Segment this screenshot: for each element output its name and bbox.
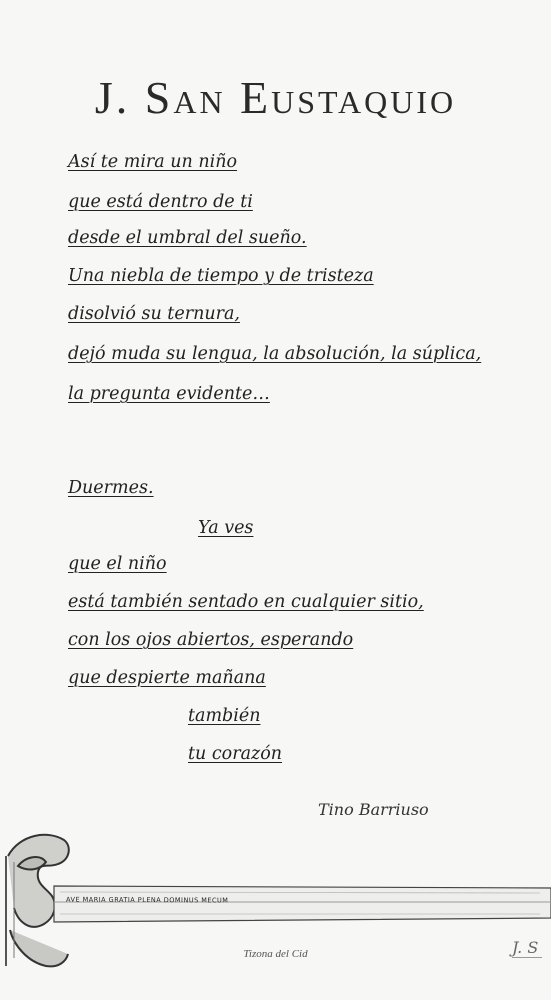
- poem-line: que despierte mañana: [68, 668, 266, 688]
- poem-line: dejó muda su lengua, la absolución, la súplica,: [68, 344, 482, 364]
- poem-line: la pregunta evidente…: [68, 384, 270, 404]
- poem-line: Duermes.: [68, 478, 154, 498]
- poem-line: que está dentro de ti: [68, 192, 253, 212]
- poem-line: Una niebla de tiempo y de tristeza: [68, 266, 374, 286]
- corner-initials: J. S: [512, 938, 542, 958]
- poem-line: Ya ves: [198, 518, 254, 538]
- poem-line: tu corazón: [188, 744, 283, 764]
- signature: Tino Barriuso: [318, 800, 429, 819]
- poem-line: está también sentado en cualquier sitio,: [68, 592, 424, 612]
- poem-line: disolvió su ternura,: [68, 304, 240, 324]
- sword-blade: [54, 886, 551, 922]
- poem-line: que el niño: [68, 554, 167, 574]
- poem-line: también: [188, 706, 261, 726]
- sword-drawing: [0, 826, 551, 986]
- poem-line: con los ojos abiertos, esperando: [68, 630, 354, 650]
- blade-inscription: AVE MARIA GRATIA PLENA DOMINUS MECUM: [66, 895, 229, 905]
- page-footer: Tizona del Cid: [243, 948, 308, 960]
- poem-line: desde el umbral del sueño.: [68, 228, 307, 248]
- poem-line: Así te mira un niño: [68, 152, 238, 172]
- page-title: J. San Eustaquio: [94, 71, 457, 123]
